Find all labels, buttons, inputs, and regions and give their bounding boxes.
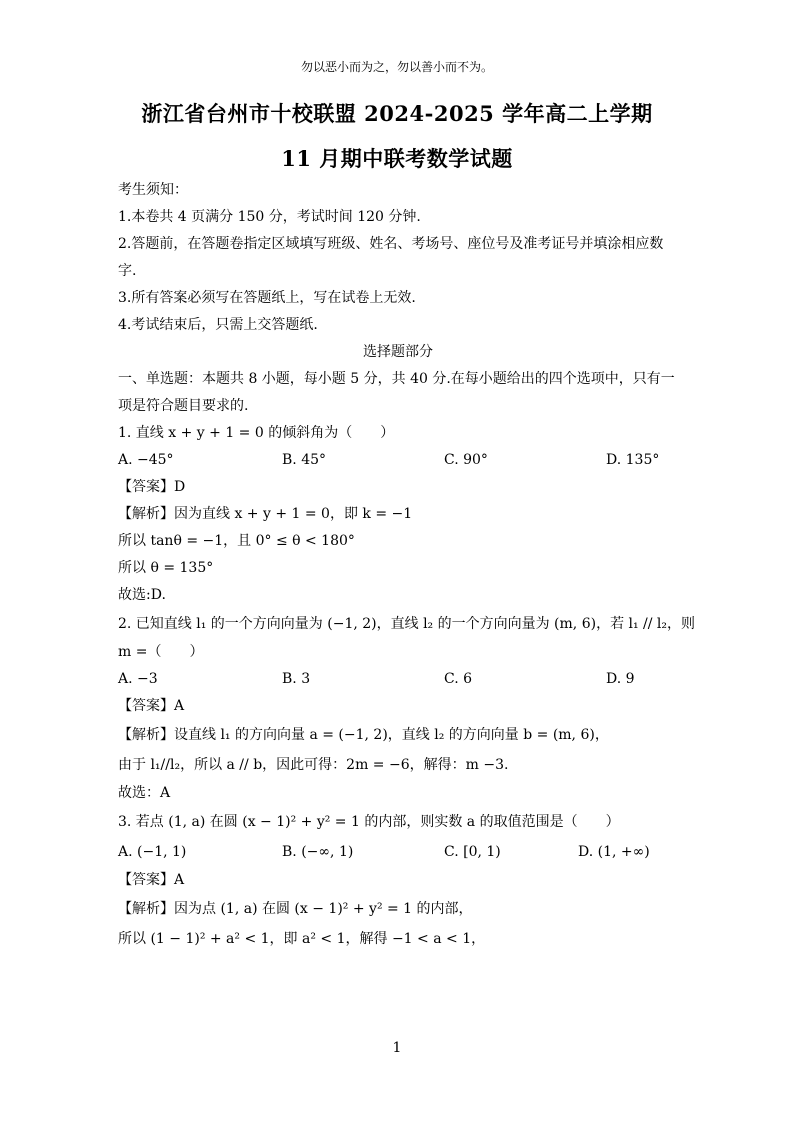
question-3-analysis: 【解析】因为点 (1, a) 在圆 (x − 1)² + y² = 1 的内部，: [118, 901, 473, 917]
question-1-analysis: 所以 tanθ = −1，且 0° ≤ θ < 180°: [118, 533, 355, 549]
exam-title-line1: 浙江省台州市十校联盟 2024-2025 学年高二上学期: [141, 101, 653, 126]
question-2-answer: 【答案】A: [118, 698, 185, 714]
question-2-analysis: 由于 l₁//l₂，所以 a // b，因此可得：2m = −6，解得：m −3.: [118, 757, 509, 773]
question-1-analysis: 故选:D.: [118, 587, 166, 603]
question-3-options: [118, 837, 678, 867]
question-1-analysis: 所以 θ = 135°: [118, 560, 214, 576]
notice-heading: 考生须知：: [118, 182, 188, 198]
option-a: A. (−1, 1): [118, 844, 187, 860]
question-3-answer: 【答案】A: [118, 872, 185, 888]
option-c: C. 90°: [444, 452, 488, 468]
section-title: 选择题部分: [363, 344, 433, 360]
option-d: D. 135°: [606, 452, 660, 468]
option-d: D. (1, +∞): [578, 844, 650, 860]
question-1-answer: 【答案】D: [118, 479, 186, 495]
option-a: A. −45°: [118, 452, 174, 468]
question-3-analysis: 所以 (1 − 1)² + a² < 1，即 a² < 1，解得 −1 < a < 1，: [118, 931, 486, 947]
page-header-motto: 勿以恶小而为之，勿以善小而不为。: [300, 60, 493, 74]
notice-item: 4.考试结束后，只需上交答题纸.: [118, 317, 318, 333]
notice-item: 字.: [118, 263, 137, 279]
notice-item: 2.答题前，在答题卷指定区域填写班级、姓名、考场号、座位号及准考证号并填涂相应数: [118, 236, 664, 252]
option-a: A. −3: [118, 671, 158, 687]
page-number: 1: [392, 1040, 402, 1056]
option-c: C. [0, 1): [444, 844, 501, 860]
question-1-options: [118, 447, 678, 474]
exam-title-line2: 11 月期中联考数学试题: [281, 146, 513, 171]
option-b: B. 3: [282, 671, 311, 687]
notice-item: 3.所有答案必须写在答题纸上，写在试卷上无效.: [118, 290, 416, 306]
option-c: C. 6: [444, 671, 473, 687]
question-2-stem: 2. 已知直线 l₁ 的一个方向向量为 (−1, 2)，直线 l₂ 的一个方向向量为 (m, 6)，若 l₁ // l₂，则: [118, 616, 696, 632]
section-intro: 一、单选题：本题共 8 小题，每小题 5 分，共 40 分.在每小题给出的四个选项中，只有一: [118, 371, 675, 387]
option-b: B. (−∞, 1): [282, 844, 354, 860]
notice-item: 1.本卷共 4 页满分 150 分，考试时间 120 分钟.: [118, 209, 421, 225]
section-intro: 项是符合题目要求的.: [118, 398, 249, 414]
question-2-analysis: 【解析】设直线 l₁ 的方向向量 a = (−1, 2)，直线 l₂ 的方向向量 b = (m, 6)，: [118, 727, 609, 743]
question-2-stem: m =（ ）: [118, 644, 204, 660]
question-2-options: [118, 666, 678, 693]
document-body: [118, 177, 696, 954]
question-2-analysis: 故选：A: [118, 785, 171, 801]
option-b: B. 45°: [282, 452, 327, 468]
question-3-stem: 3. 若点 (1, a) 在圆 (x − 1)² + y² = 1 的内部，则实数 a 的取值范围是（ ）: [118, 814, 620, 830]
question-1-analysis: 【解析】因为直线 x + y + 1 = 0，即 k = −1: [118, 506, 413, 522]
question-1-stem: 1. 直线 x + y + 1 = 0 的倾斜角为（ ）: [118, 425, 395, 441]
option-d: D. 9: [606, 671, 635, 687]
